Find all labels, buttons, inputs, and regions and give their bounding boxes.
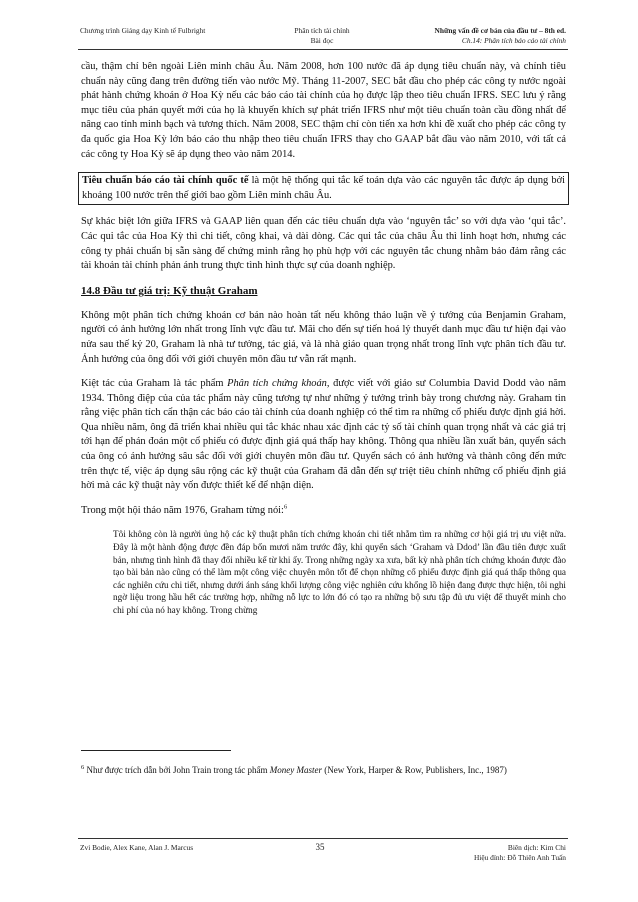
header-course-subtitle: Bài đọc [310,35,334,45]
header-book-title-text: Những vấn đề cơ bản của đầu tư – 8th ed. [434,26,566,35]
footnote-book-title: Money Master [269,765,322,775]
block-quote: Tôi không còn là người ủng hộ các kỹ thuật phân tích chứng khoán chi tiết nhằm tìm ra những cơ hội giá trị ưu việt nữa. Đây là một hành động được đền đáp bốn mươi năm trước đây, khi quyển sách ‘Graham và Ddod’ lần đầu tiên được xuất bản, nhưng tình hình đã thay đổi nhiều kể từ khi ấy. Trong những ngày xa xưa, bất kỳ nhà phân tích chứng khoán được đào tạo bài bản nào cũng có thể làm một công việc chuyên môn tốt để chọn những cổ phiếu được định giá quá thấp thông qua các nghiên cứu chi tiết, nhưng dưới ánh sáng khối lượng công việc nghiên cứu khổng lồ hiện đang được thực hiện, tôi nghi ngờ liệu trong hầu hết các trường hợp, những nỗ lực to lớn đó có tạo ra những bộ sưu tập đủ ưu việt để thuyết minh cho chi phí của nó hay không. Trong chừng [113,529,566,615]
definition-term: Tiêu chuẩn báo cáo tài chính quốc tế [82,175,249,187]
footnote-divider [81,750,231,751]
footnote-text-start: Như được trích dẫn bởi John Train trong tác phẩm [84,765,270,775]
main-text [81,60,566,617]
book-title: Phân tích chứng khoán, [227,378,330,390]
graham-book-text-start: Kiệt tác của Graham là tác phẩm [81,378,228,390]
footer-divider [78,838,568,839]
header-course-title: Phân tích tài chính [294,26,350,35]
footer-authors: Zvi Bodie, Alex Kane, Alan J. Marcus [80,843,194,852]
paragraph-ifrs-adoption: cầu, thậm chí bên ngoài Liên minh châu Âu. Năm 2008, hơn 100 nước đã áp dụng tiêu chuẩn này, và chính tiêu chuẩn này cũng đang trên đường tiến vào nước Mỹ. Tháng 11-2007, SEC bắt đầu cho phép các công ty nước ngoài phát hành chứng khoán ở Hoa Kỳ nếu các báo cáo tài chính của họ được lập theo tiêu chuẩn IFRS. SEC lưu ý rằng mục tiêu của phán quyết mới của họ là khuyến khích sự phát triển IFRS như một tiêu chuẩn toàn cầu đồng nhất để nâng cao tính minh bạch và tương thích. Năm 2008, SEC thậm chí còn tiến xa hơn khi đề xuất cho phép các công ty đa quốc gia Hoa Kỳ lớn báo cáo thu nhập theo tiêu chuẩn IFRS thay cho GAAP bắt đầu vào năm 2010, với tất cả các công ty Hoa Kỳ sẽ áp dụng theo vào năm 2014. [81,61,566,160]
paragraph-graham-intro: Không một phân tích chứng khoán cơ bản nào hoàn tất nếu không thảo luận về ý tưởng của Benjamin Graham, người có ảnh hưởng lớn nhất trong lĩnh vực đầu tư. Mãi cho đến sự tiến hoá lý thuyết danh mục đầu tư hiện đại vào nửa sau thế kỷ 20, Graham là nhà tư tưởng, tác giả, và là nhà giáo quan trọng nhất trong lĩnh vực phân tích đầu tư. Ảnh hưởng của ông đối với giới chuyên môn đầu tư vẫn rất mạnh. [81,309,566,365]
footnote-reference[interactable]: 6 [283,503,288,511]
section-heading: 14.8 Đầu tư giá trị: Kỹ thuật Graham [81,284,258,297]
footer-credits [474,843,566,862]
graham-book-text-rest: được viết với giáo sư Columbia David Dodd vào năm 1934. Thông điệp của của tác phẩm này cũng tương tự như những ý tưởng trình bày trong chương này. Graham tin rằng việc phân tích cẩn thận các báo cáo tài chính của doanh nghiệp có thể tìm ra những cổ phiếu được định giá hời. Qua nhiều năm, ông đã triển khai nhiều qui tắc khác nhau xác định các tỷ số tài chính quan trọng nhất và các giá trị tới hạn để phán đoán một cổ phiếu có được định giá quá thấp hay không. Thông qua nhiều lần xuất bản, quyển sách của ông có ảnh hưởng sâu sắc đối với giới chuyên môn đầu tư. Quyển sách có ảnh hưởng và thành công đến mức trên thực tế, việc áp dụng sâu rộng các kỹ thuật của Graham đã dẫn đến sự triệt tiêu chính những cổ phiếu định giá hời mà các kỹ thuật này vốn được thiết kế để nhận diện. [81,378,566,492]
footer-translator: Biên dịch: Kim Chi [507,843,566,852]
paragraph-ifrs-vs-gaap: Sự khác biệt lớn giữa IFRS và GAAP liên quan đến các tiêu chuẩn dựa vào ‘nguyên tắc’ so với dựa vào ‘qui tắc’. Các qui tắc của Hoa Kỳ thì chi tiết, công khai, và dài dòng. Các qui tắc của châu Âu thì linh hoạt hơn, nhưng các công ty phải chuẩn bị sẵn sàng để chứng minh rằng họ phù hợp với các nguyên tắc chung nhằm bảo đảm rằng các tài khoản tài chính phản ánh trung thực tình hình thực sự của doanh nghiệp. [81,216,566,272]
footnote-number: 6 [81,764,85,771]
footer-editor: Hiệu đính: Đỗ Thiên Anh Tuấn [473,852,566,862]
footnote-text-rest: (New York, Harper & Row, Publishers, Inc., 1987) [322,765,507,775]
header-book [435,26,566,45]
footnote [81,764,566,776]
header-course [282,26,362,45]
paragraph-graham-book [81,377,566,494]
header-book-title [435,26,566,36]
quote-intro-text: Trong một hội thảo năm 1976, Graham từng nói: [81,504,284,516]
definition-box [78,172,569,205]
page-number: 35 [315,842,325,852]
header-program: Chương trình Giảng dạy Kinh tế Fulbright [80,26,206,35]
definition-text: là một hệ thống qui tắc kế toán dựa vào các nguyên tắc được áp dụng bởi khoảng 100 nước trên thế giới bao gồm Liên minh châu Âu. [82,175,565,201]
paragraph-graham-quote-intro [81,504,566,519]
header-chapter: Ch.14: Phân tích báo cáo tài chính [461,35,566,45]
header-divider [78,49,568,50]
